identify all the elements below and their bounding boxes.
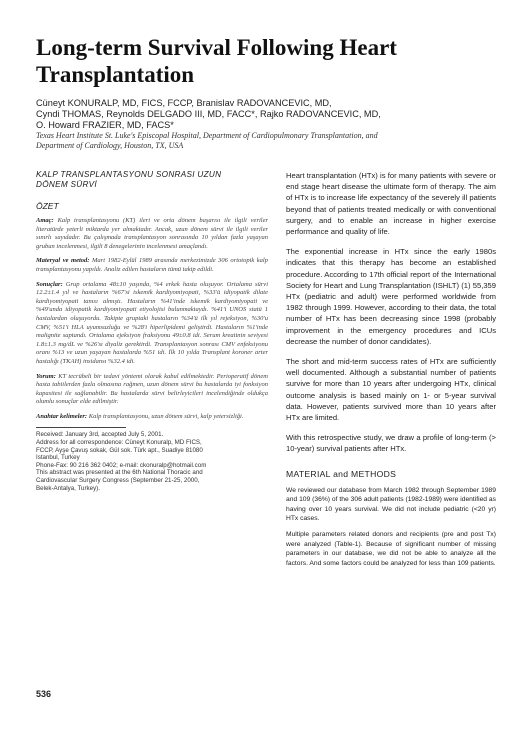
article-title <box>36 34 476 88</box>
abstract-text: Kalp transplantasyonu (KT) ileri ve orta dönem başarısı ile ilgili veriler literatürde yeterli miktarda yer almaktadır. Ancak, uzun dönem sürvi ile ilgili veriler sınırlı sayıdadır. Bu çalışmada transplantasyon sonrasında 10 yıldan fazla yaşayan grubun incelenmesi, ilgili 8 denegelerinin incelenmesi amaçlandı. <box>36 217 268 250</box>
title-line: Long-term Survival Following Heart <box>36 35 397 60</box>
turkish-title-line: KALP TRANSPLANTASYONU SONRASI UZUN <box>36 170 222 179</box>
methods-text <box>286 486 496 569</box>
left-column <box>36 170 268 492</box>
abstract-materyal <box>36 257 268 274</box>
abstract-label: Anahtar kelimeler: <box>36 412 88 420</box>
affiliation-line: Texas Heart Institute St. Luke's Episcopal Hospital, Department of Cardiopulmonary Transplantation, and <box>36 131 378 140</box>
footnote-line: Received: January 3rd, accepted July 5, 2001. <box>36 431 164 439</box>
abstract-text: Kalp transplantasyonu, uzun dönem sürvi, kalp yetersizliği. <box>88 412 244 420</box>
author-line: Cüneyt KONURALP, MD, FICS, FCCP, Branislav RADOVANCEVIC, MD, <box>36 98 332 108</box>
author-line: O. Howard FRAZIER, MD, FACS* <box>36 120 174 130</box>
abstract-yorum <box>36 373 268 407</box>
ozet-heading: ÖZET <box>36 201 59 211</box>
affiliation-line: Department of Cardiology, Houston, TX, USA <box>36 141 184 150</box>
author-list <box>36 98 506 131</box>
abstract-amac <box>36 217 268 251</box>
turkish-abstract <box>36 217 268 421</box>
section-heading: MATERIAL and METHODS <box>286 468 397 479</box>
footnote-line: Belek-Antalya, Turkey). <box>36 484 100 492</box>
footnote <box>36 431 268 492</box>
body-paragraph: Heart transplantation (HTx) is for many patients with severe or end stage heart disease the ultimate form of therapy. The aim of HTx is to increase life expectancy of the severely ill patients beyond that of patients treated medically or with conventional surgery, and to enable an increase in higher exercise performance and quality of life. <box>286 171 496 237</box>
body-paragraph: The short and mid-term success rates of HTx are sufficiently well documented. Although a substantial number of patients survive for more than 10 years after undergoing HTx, clinical outcome analysis is based mainly on 1- or 5-year survival data. However, patients survived more than 10 years after HTx are limited. <box>286 357 496 423</box>
methods-paragraph: Multiple parameters related donors and recipients (pre and post Tx) were analyzed (Table-1). Because of significant number of missing parameters in our database, we did not be able to analyze all the factors. And some factors could be analyzed for less than 109 patients. <box>286 531 496 567</box>
turkish-title-line: DÖNEM SÜRVİ <box>36 180 97 189</box>
abstract-label: Materyal ve metod: <box>36 257 90 265</box>
abstract-text: Mart 1982-Eylül 1989 arasında merkezimizde 306 ortotopik kalp transplantasyonu yapıldı. Analiz edilen hastaların tümü takip edildi. <box>36 257 268 273</box>
body-paragraph: The exponential increase in HTx since the early 1980s indicates that this therapy has become an established procedure. According to 17th official report of the International Society for Heart and Lung Transplantation (ISHLT) (1) 55,359 HTx (pediatric and adult) were performed worldwide from 1982 through 1999. However, according to their data, the total number of HTx has been decreasing since 1998 (probably improvement in the emergency procedures and ICUs decrease the number of donor candidates). <box>286 247 496 346</box>
title-line: Transplantation <box>36 62 195 87</box>
footnote-line: Address for all correspondence: Cüneyt Konuralp, MD FICS, <box>36 439 202 447</box>
abstract-sonuclar <box>36 281 268 367</box>
methods-paragraph: We reviewed our database from March 1982 through September 1989 and 109 (36%) of the 306 adult patients (1982-1989) were identified as having over 10 years survival. We did not include pediatric (<20 yr) HTx cases. <box>286 486 496 523</box>
footnote-line: Cardiovascular Surgery Congress (September 21-25, 2000, <box>36 477 200 485</box>
affiliation <box>36 131 506 151</box>
abstract-anahtar <box>36 413 268 422</box>
abstract-label: Yorum: <box>36 372 56 380</box>
body-paragraph: With this retrospective study, we draw a profile of long-term (> 10-year) survival patients after HTx. <box>286 433 496 454</box>
page-number: 536 <box>36 689 52 699</box>
footnote-line: Istanbul, Turkey <box>36 454 80 462</box>
footnote-line: FCCP, Ayşe Çavuş sokak, Gül sok. Türk apt., Suadiye 81080 <box>36 446 203 454</box>
footnote-line: This abstract was presented at the 6th National Thoracic and <box>36 469 203 477</box>
abstract-text: KT tecrübeli bir tedavi yöntemi olarak kabul edilmektedir. Perioperatif dönem hasta tabiilerden fazla olmasına rağmen, uzun dönem sürvi bu hastalarda iyi fonksiyon kapasitesi ile sağlanabilir. Bu hastalarda sürvi belirleyicileri incelendiğinde oldukça olumlu sonuçlar elde edilmiştir. <box>36 372 268 406</box>
footnote-divider <box>36 427 126 428</box>
author-line: Cyndi THOMAS, Reynolds DELGADO III, MD, FACC*, Rajko RADOVANCEVIC, MD, <box>36 109 381 119</box>
abstract-label: Sonuçlar: <box>36 280 63 288</box>
footnote-line: Phone-Fax: 90 216 362 0402; e-mail: ckonuralp@hotmail.com <box>36 461 207 469</box>
abstract-text: Grup ortalama 48±10 yaşında, %4 erkek hasta oluşuyor. Ortalama sürvi 12.2±1.4 yıl ve hastaların %67'si iskemik kardiyomiyopati, %33'ü idiyopatik dilate kardiyomiyopati tanısı almıştı. Hastaların %41'inde iskemik kardiyomiyopati ve %49'unda idiyopatik kardiyomiyopati etiyolojisi bulunmaktaydı. %41'i UNOS statü 1 hastalardan oluşuyordu. Takipte gruptaki hastaların %34'ü ilk yıl rejeksiyon, %30'u CMV, %51'i HLA uyumsuzluğu ve %28'i hiperlipidemi geliştirdi. Hastaların %1'inde malignite saptandı. Ortalama ejeksiyon fraksiyonu 49±0.8 idi. Serum kreatinin seviyesi 1.8±1.3 mg/dL ve %26'sı diyaliz gerektirdi. Transplantasyon sonrası CMV enfeksiyonu oranı %13 ve uzun yaşayan hastalarda %51 idi. İlk 10 yılda Transplant koroner arter hastalığı (TKAH) insidansı %32.4 idi. <box>36 280 269 365</box>
abstract-label: Amaç: <box>36 217 54 224</box>
right-column <box>286 170 496 574</box>
turkish-title <box>36 170 268 190</box>
